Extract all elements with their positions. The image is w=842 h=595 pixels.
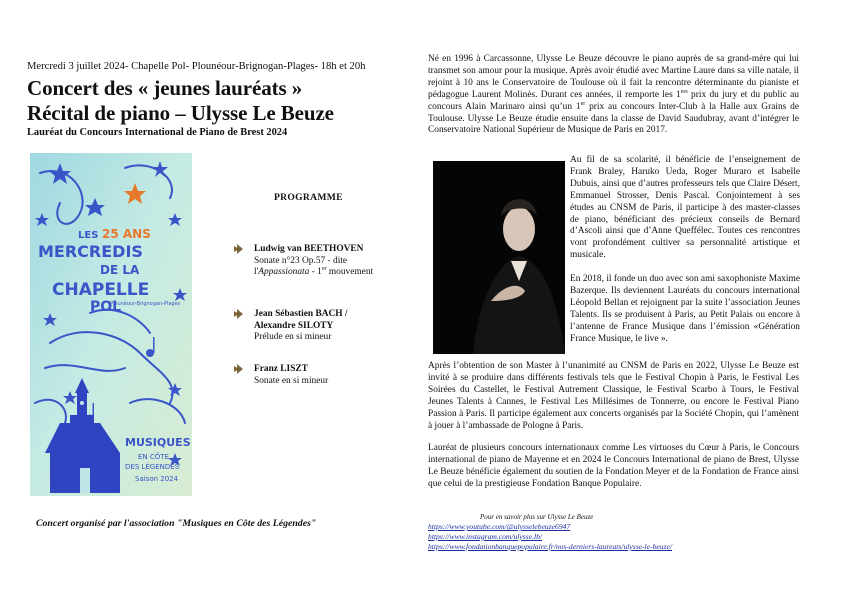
pointer-bullet-icon xyxy=(234,244,243,254)
event-date-line: Mercredi 3 juillet 2024- Chapelle Pol- Plounéour-Brignogan-Plages- 18h et 20h xyxy=(27,61,366,72)
bio-paragraph-2: Au fil de sa scolarité, il bénéficie de l’enseignement de Frank Braley, Haruko Ueda, Roger Muraro et Isabelle Dubuis, ainsi que d’autres professeurs tels que Claire Désert, Emmanuel Strosser, Denis Pascal. Conjointement à ses études au CNSM de Paris, il participe à des master-classes de piano, bénéficiant des précieux conseils de Bernard d’Ascoli ainsi que d’Anne Queffélec. Toutes ces rencontres vont profondément cultiver sa personnalité artistique et musicale. xyxy=(570,155,800,261)
poster-saison: Saison 2024 xyxy=(135,475,179,483)
work-title: Sonate n°23 Op.57 - dite l'Appassionata - 1er mouvement xyxy=(254,255,374,278)
foundation-link[interactable]: https://www.fondationbanquepopulaire.fr/nos-derniers-laureats/ulysse-le-beuze/ xyxy=(428,542,672,551)
bio-paragraph-5: Lauréat de plusieurs concours internationaux comme Les virtuoses du Cœur à Paris, le Concours international de piano de Mayenne et en 2024 le Concours International de piano de Brest, Ulysse Le Beuze bénéficie également du soutien de la Fondation Meyer et de la Fondation de France ainsi que celui de la prestigieuse Fondation Banque Populaire. xyxy=(428,443,799,489)
organizer-credit: Concert organisé par l'association "Musiques en Côte des Légendes" xyxy=(36,518,317,529)
laureate-subtitle: Lauréat du Concours International de Piano de Brest 2024 xyxy=(27,127,288,138)
poster-de-la: DE LA xyxy=(100,263,140,277)
composer-name: Jean Sébastien BACH / Alexandre SILOTY xyxy=(254,309,348,331)
poster-mercredis: MERCREDIS xyxy=(38,242,143,261)
poster-en-cote: EN CÔTE xyxy=(138,453,169,461)
programme-item xyxy=(234,309,384,344)
pianist-photo xyxy=(433,161,565,354)
festival-poster-image xyxy=(30,153,192,496)
bio-paragraph-3: En 2018, il fonde un duo avec son ami saxophoniste Maxime Bazerque. Ils deviennent Lauréats du concours international Léopold Bellan et rejoignent par la suite l’association Jeunes Talents. Ils se produisent à Paris, au Petit Palais ou encore à l’antenne de France Musique dans l’émission «Génération France Musique, le live ». xyxy=(570,274,800,344)
poster-25ans: 25 ANS xyxy=(102,227,151,241)
youtube-link[interactable]: https://www.youtube.com/@ulysselebeuze6947 xyxy=(428,522,571,531)
poster-pol: POL xyxy=(90,299,122,315)
composer-name: Ludwig van BEETHOVEN xyxy=(254,244,364,254)
programme-item xyxy=(234,244,384,279)
work-title: Sonate en si mineur xyxy=(254,375,329,386)
programme-title: PROGRAMME xyxy=(274,192,343,203)
instagram-link[interactable]: https://www.instagram.com/ulysse.lb/ xyxy=(428,532,542,541)
work-title: Prélude en si mineur xyxy=(254,332,332,343)
more-info-label: Pour en savoir plus sur Ulysse Le Beuze xyxy=(480,513,594,521)
poster-legendes: DES LÉGENDES xyxy=(125,463,180,471)
bio-paragraph-4: Après l’obtention de son Master à l’unanimité au CNSM de Paris en 2022, Ulysse Le Beuze est invité à se produire dans différents festivals tels que le Festival Chopin à Paris, le Festival Les Soirées du Castellet, le Festival Autrement Classique, le Festival Scarbo à Tours, le Festival Jeunes Talents à Cannes, le Festival Les Millésimes de Tonnerre, ou encore le Festival Piano Passion à Paris. Il participe également aux concerts organisés par la Société Chopin, qui l’amènent à jouer à l’ambassade de Pologne à Paris. xyxy=(428,361,799,431)
bio-paragraph-1: Né en 1996 à Carcassonne, Ulysse Le Beuze découvre le piano auprès de sa grand-mère qui lui transmet son amour pour la musique. Après avoir étudié avec Martine Laure dans sa ville natale, il rejoint à 10 ans le Conservatoire de Toulouse où il fait la rencontre déterminante du pianiste et pédagogue Laurent Molinès. Durant ces années, il remporte les 1ers prix du jury et du public au concours Alain Marinaro ainsi qu’un 1er prix au concours Inter-Club à la Halle aux Grains de Toulouse. Ulysse Le Beuze étudie ensuite dans la classe de David Saudubray, avant d’intégrer le Conservatoire National Supérieur de Musique de Paris en 2017. xyxy=(428,54,799,136)
poster-les: LES xyxy=(78,230,99,241)
page-title-recital: Récital de piano – Ulysse Le Beuze xyxy=(27,101,334,125)
page-title: Concert des « jeunes lauréats » xyxy=(27,76,303,100)
programme-item xyxy=(234,364,384,387)
pointer-bullet-icon xyxy=(234,364,243,374)
pointer-bullet-icon xyxy=(234,309,243,319)
poster-musiques: MUSIQUES xyxy=(125,436,191,449)
poster-place: Plounéour-Brignogan-Plages xyxy=(110,301,181,307)
poster-chapelle: CHAPELLE xyxy=(52,280,150,300)
composer-name: Franz LISZT xyxy=(254,364,308,374)
